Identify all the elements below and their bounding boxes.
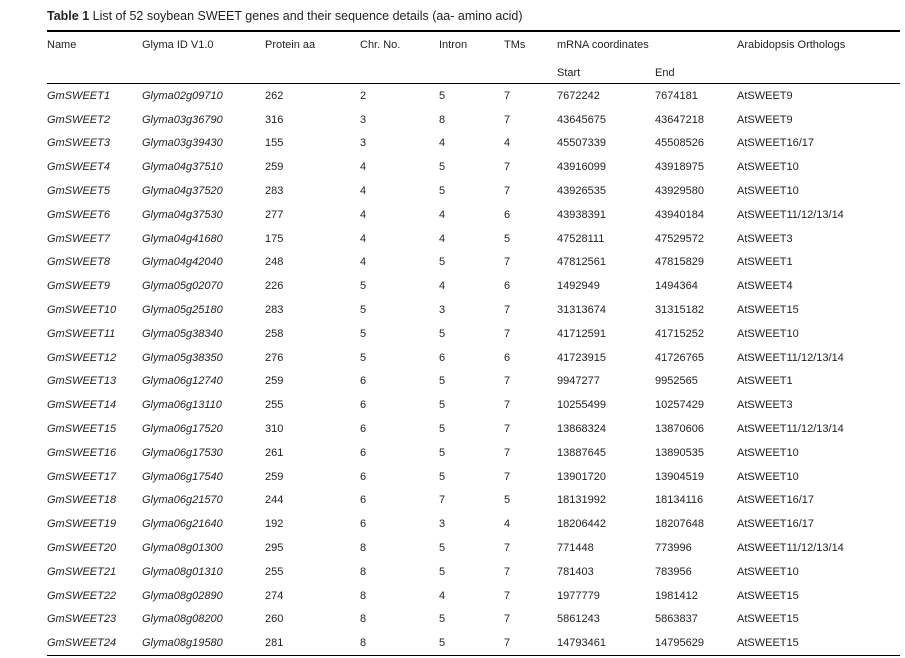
cell-name: GmSWEET4 <box>47 161 110 174</box>
cell-ortholog: AtSWEET16/17 <box>737 518 815 531</box>
cell-tms: 7 <box>504 423 511 436</box>
table-row <box>47 608 900 632</box>
cell-protein-aa: 261 <box>265 446 284 459</box>
cell-chr-no: 4 <box>360 256 367 269</box>
cell-name: GmSWEET16 <box>47 446 117 459</box>
cell-start: 41712591 <box>557 327 606 340</box>
cell-protein-aa: 262 <box>265 89 284 102</box>
cell-glyma-id: Glyma04g37520 <box>142 185 223 198</box>
genes-table-body <box>47 84 900 656</box>
cell-end: 9952565 <box>655 375 698 388</box>
cell-glyma-id: Glyma06g21570 <box>142 494 223 507</box>
cell-end: 1494364 <box>655 280 698 293</box>
table-caption-label: Table 1 <box>47 9 90 23</box>
table-row <box>47 203 900 227</box>
cell-chr-no: 4 <box>360 232 367 245</box>
cell-intron: 5 <box>439 565 446 578</box>
cell-name: GmSWEET9 <box>47 280 110 293</box>
cell-name: GmSWEET18 <box>47 494 117 507</box>
cell-ortholog: AtSWEET10 <box>737 161 799 174</box>
cell-tms: 7 <box>504 589 511 602</box>
cell-ortholog: AtSWEET11/12/13/14 <box>737 351 844 364</box>
cell-intron: 6 <box>439 351 446 364</box>
table-row <box>47 536 900 560</box>
cell-chr-no: 8 <box>360 542 367 555</box>
cell-end: 47815829 <box>655 256 704 269</box>
cell-ortholog: AtSWEET15 <box>737 304 799 317</box>
table-caption <box>47 8 900 24</box>
cell-end: 13870606 <box>655 423 704 436</box>
cell-glyma-id: Glyma04g37530 <box>142 208 223 221</box>
cell-start: 9947277 <box>557 375 600 388</box>
cell-chr-no: 4 <box>360 208 367 221</box>
cell-name: GmSWEET1 <box>47 89 110 102</box>
cell-tms: 7 <box>504 327 511 340</box>
cell-end: 783956 <box>655 565 692 578</box>
cell-intron: 5 <box>439 446 446 459</box>
cell-name: GmSWEET3 <box>47 137 110 150</box>
cell-chr-no: 8 <box>360 613 367 626</box>
cell-start: 10255499 <box>557 399 606 412</box>
cell-intron: 5 <box>439 399 446 412</box>
cell-protein-aa: 259 <box>265 470 284 483</box>
table-row <box>47 132 900 156</box>
table-row <box>47 417 900 441</box>
cell-intron: 4 <box>439 232 446 245</box>
cell-intron: 5 <box>439 256 446 269</box>
cell-end: 43647218 <box>655 113 704 126</box>
cell-protein-aa: 277 <box>265 208 284 221</box>
cell-glyma-id: Glyma06g12740 <box>142 375 223 388</box>
cell-intron: 5 <box>439 185 446 198</box>
table-row <box>47 631 900 655</box>
cell-intron: 4 <box>439 137 446 150</box>
table-row <box>47 584 900 608</box>
cell-glyma-id: Glyma08g01310 <box>142 565 223 578</box>
cell-start: 781403 <box>557 565 594 578</box>
cell-tms: 7 <box>504 375 511 388</box>
cell-name: GmSWEET10 <box>47 304 117 317</box>
cell-intron: 5 <box>439 375 446 388</box>
cell-tms: 7 <box>504 542 511 555</box>
cell-chr-no: 8 <box>360 637 367 650</box>
cell-chr-no: 6 <box>360 399 367 412</box>
cell-protein-aa: 226 <box>265 280 284 293</box>
cell-ortholog: AtSWEET10 <box>737 470 799 483</box>
cell-start: 13887645 <box>557 446 606 459</box>
cell-protein-aa: 316 <box>265 113 284 126</box>
cell-end: 43929580 <box>655 185 704 198</box>
cell-chr-no: 6 <box>360 494 367 507</box>
table-row <box>47 393 900 417</box>
cell-name: GmSWEET11 <box>47 327 116 340</box>
cell-start: 1977779 <box>557 589 600 602</box>
cell-glyma-id: Glyma05g02070 <box>142 280 223 293</box>
cell-start: 43938391 <box>557 208 606 221</box>
cell-glyma-id: Glyma05g25180 <box>142 304 223 317</box>
cell-protein-aa: 295 <box>265 542 284 555</box>
cell-protein-aa: 258 <box>265 327 284 340</box>
cell-end: 13890535 <box>655 446 704 459</box>
cell-protein-aa: 310 <box>265 423 284 436</box>
table-row <box>47 512 900 536</box>
table-row <box>47 322 900 346</box>
cell-intron: 5 <box>439 470 446 483</box>
cell-name: GmSWEET20 <box>47 542 117 555</box>
cell-name: GmSWEET24 <box>47 637 117 650</box>
cell-intron: 8 <box>439 113 446 126</box>
cell-intron: 4 <box>439 589 446 602</box>
cell-tms: 4 <box>504 137 511 150</box>
cell-glyma-id: Glyma05g38350 <box>142 351 223 364</box>
cell-name: GmSWEET6 <box>47 208 110 221</box>
cell-chr-no: 4 <box>360 185 367 198</box>
cell-intron: 3 <box>439 304 446 317</box>
cell-glyma-id: Glyma04g42040 <box>142 256 223 269</box>
cell-tms: 5 <box>504 494 511 507</box>
cell-protein-aa: 175 <box>265 232 284 245</box>
cell-tms: 7 <box>504 113 511 126</box>
cell-glyma-id: Glyma04g41680 <box>142 232 223 245</box>
cell-chr-no: 6 <box>360 375 367 388</box>
cell-start: 13868324 <box>557 423 606 436</box>
cell-ortholog: AtSWEET11/12/13/14 <box>737 542 844 555</box>
cell-end: 45508526 <box>655 137 704 150</box>
cell-glyma-id: Glyma06g17520 <box>142 423 223 436</box>
cell-tms: 7 <box>504 185 511 198</box>
cell-tms: 7 <box>504 89 511 102</box>
cell-chr-no: 8 <box>360 589 367 602</box>
cell-start: 5861243 <box>557 613 600 626</box>
cell-glyma-id: Glyma08g01300 <box>142 542 223 555</box>
table-row <box>47 465 900 489</box>
column-header-intron: Intron <box>439 39 468 51</box>
cell-name: GmSWEET22 <box>47 589 117 602</box>
cell-chr-no: 6 <box>360 470 367 483</box>
cell-intron: 3 <box>439 518 446 531</box>
cell-end: 41715252 <box>655 327 704 340</box>
table-row <box>47 560 900 584</box>
cell-name: GmSWEET23 <box>47 613 117 626</box>
cell-ortholog: AtSWEET1 <box>737 256 793 269</box>
cell-protein-aa: 255 <box>265 565 284 578</box>
cell-start: 7672242 <box>557 89 600 102</box>
cell-intron: 5 <box>439 542 446 555</box>
cell-ortholog: AtSWEET10 <box>737 327 799 340</box>
column-header-orthologs: Arabidopsis Orthologs <box>737 39 846 51</box>
cell-intron: 5 <box>439 89 446 102</box>
cell-protein-aa: 260 <box>265 613 284 626</box>
cell-ortholog: AtSWEET9 <box>737 89 793 102</box>
cell-start: 31313674 <box>557 304 606 317</box>
column-header-tms: TMs <box>504 39 526 51</box>
cell-end: 18207648 <box>655 518 704 531</box>
cell-ortholog: AtSWEET15 <box>737 613 799 626</box>
cell-name: GmSWEET21 <box>47 565 117 578</box>
cell-name: GmSWEET13 <box>47 375 117 388</box>
cell-chr-no: 4 <box>360 161 367 174</box>
cell-glyma-id: Glyma08g08200 <box>142 613 223 626</box>
cell-end: 18134116 <box>655 494 704 507</box>
column-header-glyma-id: Glyma ID V1.0 <box>142 39 214 51</box>
table-row <box>47 489 900 513</box>
cell-protein-aa: 155 <box>265 137 284 150</box>
cell-start: 43916099 <box>557 161 606 174</box>
cell-name: GmSWEET15 <box>47 423 117 436</box>
cell-tms: 7 <box>504 613 511 626</box>
table-row <box>47 108 900 132</box>
column-header-name: Name <box>47 39 77 51</box>
cell-protein-aa: 248 <box>265 256 284 269</box>
table-row <box>47 441 900 465</box>
cell-tms: 7 <box>504 399 511 412</box>
cell-ortholog: AtSWEET16/17 <box>737 494 815 507</box>
cell-tms: 4 <box>504 518 511 531</box>
table-caption-text: List of 52 soybean SWEET genes and their sequence details (aa- amino acid) <box>89 9 523 23</box>
cell-start: 47812561 <box>557 256 606 269</box>
cell-tms: 5 <box>504 232 511 245</box>
cell-glyma-id: Glyma08g02890 <box>142 589 223 602</box>
table-row <box>47 179 900 203</box>
cell-ortholog: AtSWEET11/12/13/14 <box>737 208 844 221</box>
column-header-mrna-coordinates: mRNA coordinates <box>557 39 649 51</box>
cell-end: 43918975 <box>655 161 704 174</box>
cell-tms: 6 <box>504 351 511 364</box>
cell-chr-no: 6 <box>360 423 367 436</box>
cell-protein-aa: 192 <box>265 518 284 531</box>
cell-glyma-id: Glyma04g37510 <box>142 161 223 174</box>
cell-ortholog: AtSWEET16/17 <box>737 137 815 150</box>
cell-intron: 4 <box>439 208 446 221</box>
cell-glyma-id: Glyma06g17530 <box>142 446 223 459</box>
cell-glyma-id: Glyma08g19580 <box>142 637 223 650</box>
table-row <box>47 370 900 394</box>
cell-protein-aa: 259 <box>265 161 284 174</box>
cell-chr-no: 6 <box>360 518 367 531</box>
cell-ortholog: AtSWEET15 <box>737 637 799 650</box>
cell-intron: 5 <box>439 637 446 650</box>
cell-end: 47529572 <box>655 232 704 245</box>
cell-ortholog: AtSWEET3 <box>737 399 793 412</box>
cell-protein-aa: 274 <box>265 589 284 602</box>
cell-start: 47528111 <box>557 232 605 245</box>
cell-ortholog: AtSWEET1 <box>737 375 793 388</box>
cell-tms: 7 <box>504 256 511 269</box>
table-row <box>47 274 900 298</box>
cell-chr-no: 2 <box>360 89 367 102</box>
cell-end: 5863837 <box>655 613 698 626</box>
cell-start: 45507339 <box>557 137 606 150</box>
cell-chr-no: 8 <box>360 565 367 578</box>
column-header-start: Start <box>557 67 581 79</box>
table-header <box>47 31 900 84</box>
cell-protein-aa: 283 <box>265 304 284 317</box>
cell-glyma-id: Glyma06g17540 <box>142 470 223 483</box>
cell-tms: 7 <box>504 637 511 650</box>
cell-end: 13904519 <box>655 470 704 483</box>
cell-protein-aa: 244 <box>265 494 284 507</box>
table-row <box>47 251 900 275</box>
cell-glyma-id: Glyma06g13110 <box>142 399 222 412</box>
cell-glyma-id: Glyma06g21640 <box>142 518 223 531</box>
cell-end: 14795629 <box>655 637 704 650</box>
cell-intron: 5 <box>439 161 446 174</box>
cell-chr-no: 3 <box>360 137 367 150</box>
cell-end: 1981412 <box>655 589 698 602</box>
cell-name: GmSWEET14 <box>47 399 117 412</box>
cell-start: 18206442 <box>557 518 606 531</box>
cell-ortholog: AtSWEET10 <box>737 565 799 578</box>
table-row <box>47 155 900 179</box>
cell-start: 771448 <box>557 542 594 555</box>
cell-start: 18131992 <box>557 494 606 507</box>
cell-start: 41723915 <box>557 351 606 364</box>
cell-ortholog: AtSWEET3 <box>737 232 793 245</box>
table-row <box>47 227 900 251</box>
cell-chr-no: 6 <box>360 446 367 459</box>
cell-glyma-id: Glyma03g39430 <box>142 137 223 150</box>
cell-name: GmSWEET2 <box>47 113 110 126</box>
table-row <box>47 298 900 322</box>
cell-name: GmSWEET5 <box>47 185 110 198</box>
cell-start: 1492949 <box>557 280 600 293</box>
cell-protein-aa: 259 <box>265 375 284 388</box>
cell-ortholog: AtSWEET9 <box>737 113 793 126</box>
cell-intron: 5 <box>439 327 446 340</box>
cell-start: 43645675 <box>557 113 606 126</box>
genes-table <box>47 30 900 656</box>
cell-start: 14793461 <box>557 637 606 650</box>
cell-name: GmSWEET17 <box>47 470 117 483</box>
cell-start: 43926535 <box>557 185 606 198</box>
cell-ortholog: AtSWEET15 <box>737 589 799 602</box>
cell-start: 13901720 <box>557 470 606 483</box>
column-header-chr-no: Chr. No. <box>360 39 401 51</box>
column-header-end: End <box>655 67 675 79</box>
cell-chr-no: 5 <box>360 304 367 317</box>
cell-chr-no: 3 <box>360 113 367 126</box>
cell-tms: 7 <box>504 470 511 483</box>
cell-end: 41726765 <box>655 351 704 364</box>
cell-ortholog: AtSWEET11/12/13/14 <box>737 423 844 436</box>
table-row <box>47 346 900 370</box>
cell-tms: 7 <box>504 161 511 174</box>
cell-intron: 7 <box>439 494 446 507</box>
cell-chr-no: 5 <box>360 351 367 364</box>
cell-protein-aa: 283 <box>265 185 284 198</box>
cell-tms: 7 <box>504 446 511 459</box>
cell-glyma-id: Glyma03g36790 <box>142 113 223 126</box>
cell-end: 31315182 <box>655 304 704 317</box>
cell-chr-no: 5 <box>360 327 367 340</box>
cell-ortholog: AtSWEET10 <box>737 185 799 198</box>
cell-tms: 7 <box>504 565 511 578</box>
cell-chr-no: 5 <box>360 280 367 293</box>
cell-tms: 6 <box>504 280 511 293</box>
cell-end: 43940184 <box>655 208 704 221</box>
table-row <box>47 84 900 108</box>
cell-protein-aa: 276 <box>265 351 284 364</box>
cell-tms: 7 <box>504 304 511 317</box>
cell-glyma-id: Glyma02g09710 <box>142 89 223 102</box>
table-page <box>47 8 900 656</box>
cell-end: 773996 <box>655 542 692 555</box>
cell-ortholog: AtSWEET4 <box>737 280 793 293</box>
cell-name: GmSWEET8 <box>47 256 110 269</box>
cell-tms: 6 <box>504 208 511 221</box>
cell-end: 10257429 <box>655 399 704 412</box>
cell-name: GmSWEET12 <box>47 351 117 364</box>
cell-intron: 5 <box>439 423 446 436</box>
cell-end: 7674181 <box>655 89 698 102</box>
cell-glyma-id: Glyma05g38340 <box>142 327 223 340</box>
cell-protein-aa: 255 <box>265 399 284 412</box>
cell-name: GmSWEET19 <box>47 518 117 531</box>
cell-protein-aa: 281 <box>265 637 284 650</box>
cell-ortholog: AtSWEET10 <box>737 446 799 459</box>
cell-intron: 5 <box>439 613 446 626</box>
cell-name: GmSWEET7 <box>47 232 110 245</box>
cell-intron: 4 <box>439 280 446 293</box>
column-header-protein-aa: Protein aa <box>265 39 316 51</box>
